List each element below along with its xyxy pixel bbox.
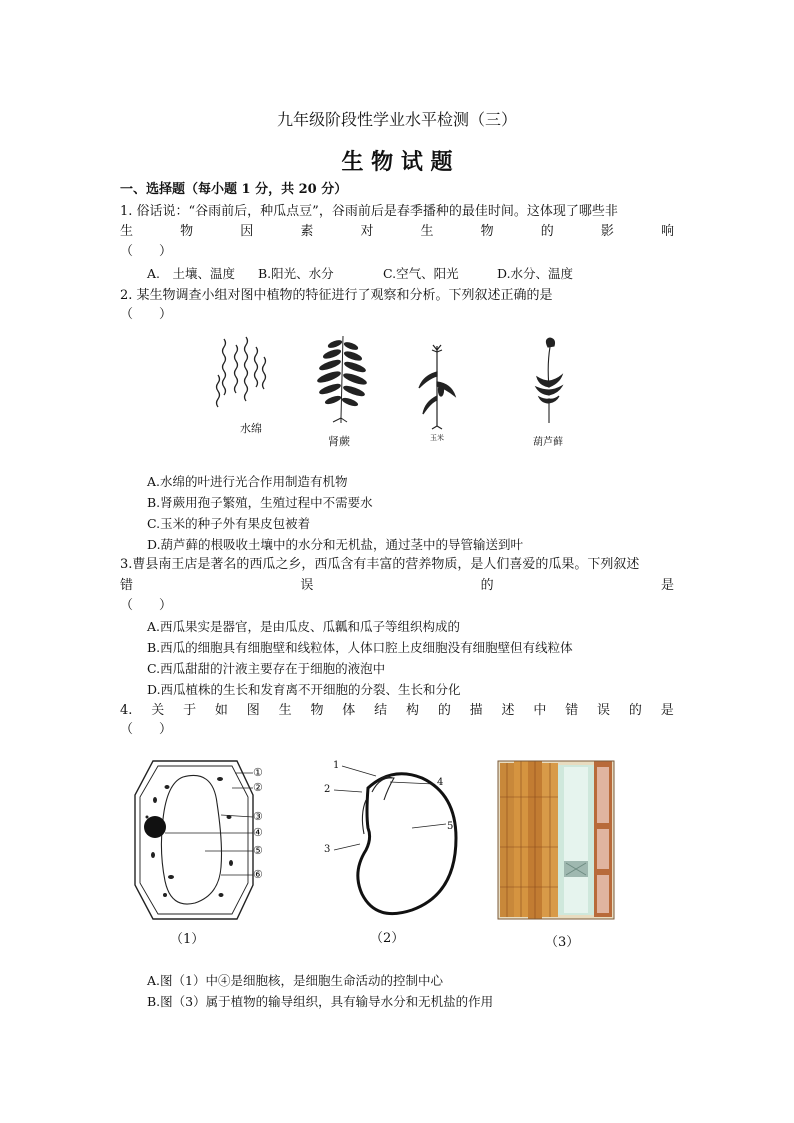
- conducting-tissue-image: [498, 757, 614, 923]
- seed-label-2: 2: [324, 784, 331, 795]
- q3-option-a: A.西瓜果实是器官，是由瓜皮、瓜瓤和瓜子等组织构成的: [147, 619, 461, 634]
- plant-label-spirogyra: 水绵: [240, 422, 262, 435]
- spirogyra-illustration: [212, 335, 272, 415]
- q1-answer-bracket: （ ）: [120, 244, 173, 259]
- q2-stem: 2. 某生物调查小组对图中植物的特征进行了观察和分析。下列叙述正确的是: [120, 288, 553, 303]
- cell-label-6: ⑥: [253, 868, 263, 881]
- plant-label-moss: 葫芦藓: [533, 437, 563, 448]
- seed-label-4: 4: [437, 777, 444, 788]
- plant-cell-diagram: [125, 755, 270, 925]
- plant-label-fern: 肾蕨: [328, 435, 350, 448]
- corn-illustration: [417, 342, 457, 430]
- exam-title: 九年级阶段性学业水平检测（三）: [276, 110, 517, 129]
- figure-caption-1: （1）: [170, 932, 205, 947]
- q4-option-a: A.图（1）中④是细胞核，是细胞生命活动的控制中心: [147, 973, 443, 988]
- q4-answer-bracket: （ ）: [120, 722, 173, 737]
- fern-illustration: [315, 332, 371, 424]
- q3-answer-bracket: （ ）: [120, 598, 173, 613]
- q1-option-d: D.水分、温度: [497, 266, 574, 281]
- cell-label-1: ①: [253, 766, 263, 779]
- figure-caption-3: （3）: [545, 935, 580, 950]
- section-heading: 一、选择题（每小题 1 分，共 20 分）: [120, 182, 348, 197]
- q3-option-c: C.西瓜甜甜的汁液主要存在于细胞的液泡中: [147, 661, 386, 676]
- q2-option-a: A.水绵的叶进行光合作用制造有机物: [147, 474, 348, 489]
- subject-title: 生 物 试 题: [341, 149, 453, 175]
- q3-stem-line2: 错 误 的 是: [120, 578, 674, 593]
- q2-answer-bracket: （ ）: [120, 307, 173, 322]
- seed-label-5: 5: [447, 821, 454, 832]
- q2-option-c: C.玉米的种子外有果皮包被着: [147, 516, 311, 531]
- figure-caption-2: （2）: [370, 931, 405, 946]
- q1-stem-line2: 生 物 因 素 对 生 物 的 影 响: [120, 224, 674, 239]
- q2-option-b: B.肾蕨用孢子繁殖，生殖过程中不需要水: [147, 495, 373, 510]
- cell-label-5: ⑤: [253, 844, 263, 857]
- q1-option-a: A. 土壤、温度: [147, 266, 236, 281]
- cell-label-3: ③: [253, 810, 263, 823]
- bean-seed-diagram: [330, 758, 470, 918]
- cell-label-4: ④: [253, 826, 263, 839]
- q1-option-b: B.阳光、水分: [258, 266, 334, 281]
- q3-option-b: B.西瓜的细胞具有细胞壁和线粒体，人体口腔上皮细胞没有细胞壁但有线粒体: [147, 640, 573, 655]
- seed-label-3: 3: [324, 844, 331, 855]
- q1-option-c: C.空气、阳光: [383, 266, 459, 281]
- q3-option-d: D.西瓜植株的生长和发育离不开细胞的分裂、生长和分化: [147, 682, 461, 697]
- seed-label-1: 1: [333, 760, 340, 771]
- q3-stem: 3.曹县南王店是著名的西瓜之乡，西瓜含有丰富的营养物质，是人们喜爱的瓜果。下列叙述: [120, 557, 640, 572]
- q1-stem: 1. 俗话说：“谷雨前后，种瓜点豆”，谷雨前后是春季播种的最佳时间。这体现了哪些非: [120, 204, 618, 219]
- q4-option-b: B.图（3）属于植物的输导组织，具有输导水分和无机盐的作用: [147, 994, 494, 1009]
- q2-option-d: D.葫芦藓的根吸收土壤中的水分和无机盐，通过茎中的导管输送到叶: [147, 537, 524, 552]
- q4-stem: 4. 关 于 如 图 生 物 体 结 构 的 描 述 中 错 误 的 是: [120, 703, 674, 718]
- plant-label-corn: 玉米: [430, 434, 444, 442]
- moss-illustration: [530, 335, 570, 427]
- cell-label-2: ②: [253, 781, 263, 794]
